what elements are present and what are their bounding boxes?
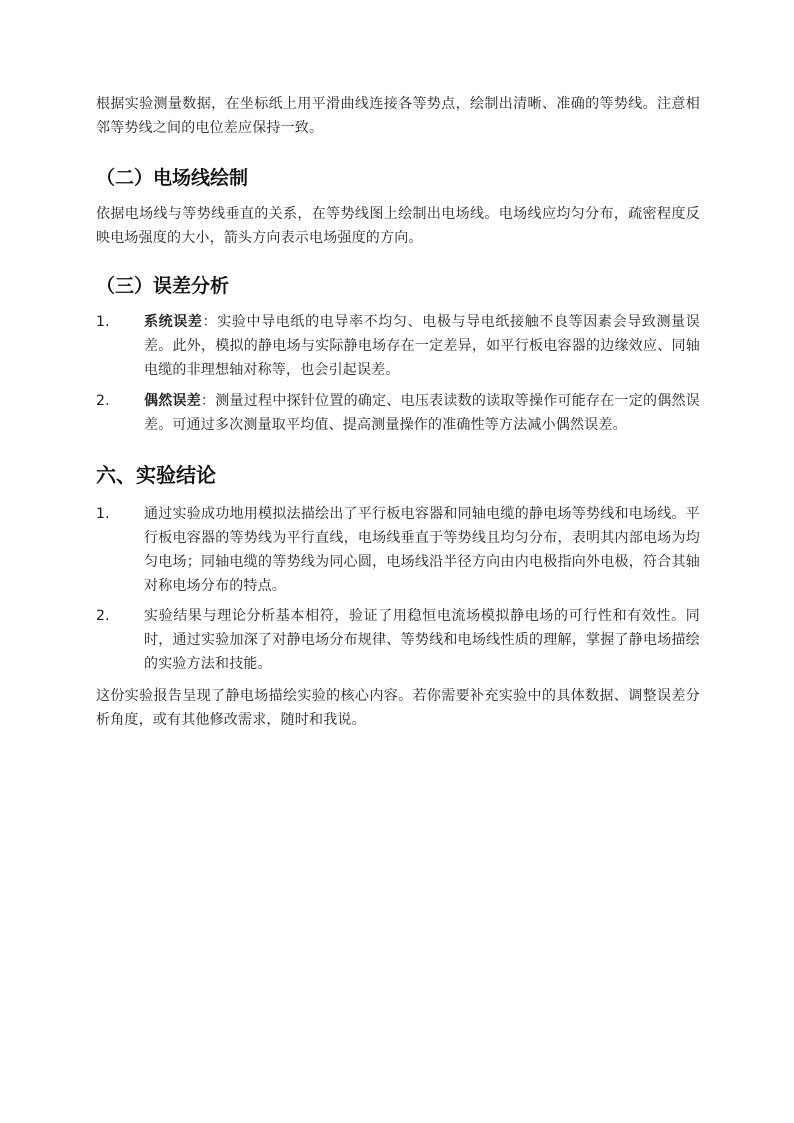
list-number: 2. [96,608,110,624]
list-number: 1. [96,314,110,330]
error-list-item [96,389,700,437]
list-item-text: ：测量过程中探针位置的确定、电压表读数的读取等操作可能存在一定的偶然误差。可通过多次测量取平均值、提高测量操作的准确性等方法减小偶然误差。 [144,393,700,433]
list-item-text: ：实验中导电纸的电导率不均匀、电极与导电纸接触不良等因素会导致测量误差。此外，模拟的静电场与实际静电场存在一定差异，如平行板电容器的边缘效应、同轴电缆的非理想轴对称等，也会引起误差。 [144,314,700,378]
conclusion-list-item [96,604,700,676]
list-item-text: 实验结果与理论分析基本相符，验证了用稳恒电流场模拟静电场的可行性和有效性。同时，通过实验加深了对静电场分布规律、等势线和电场线性质的理解，掌握了静电场描绘的实验方法和技能。 [144,608,700,672]
conclusion-heading: 六、实验结论 [96,463,216,487]
list-number: 2. [96,393,110,409]
intro-paragraph: 根据实验测量数据，在坐标纸上用平滑曲线连接各等势点，绘制出清晰、准确的等势线。注意相邻等势线之间的电位差应保持一致。 [96,96,700,136]
list-item-term: 系统误差 [144,314,203,330]
error-analysis-heading: （三）误差分析 [96,275,230,297]
closing-paragraph: 这份实验报告呈现了静电场描绘实验的核心内容。若你需要补充实验中的具体数据、调整误差分析角度，或有其他修改需求，随时和我说。 [96,688,700,728]
list-item-term: 偶然误差 [144,393,202,409]
list-item-body [144,310,700,382]
field-lines-heading: （二）电场线绘制 [96,167,249,189]
list-item-text: 通过实验成功地用模拟法描绘出了平行板电容器和同轴电缆的静电场等势线和电场线。平行板电容器的等势线为平行直线，电场线垂直于等势线且均匀分布，表明其内部电场为均匀电场；同轴电缆的等势线为同心圆，电场线沿半径方向由内电极指向外电极，符合其轴对称电场分布的特点。 [144,506,700,594]
error-list-item [96,310,700,382]
list-item-body [144,389,700,437]
field-lines-paragraph: 依据电场线与等势线垂直的关系，在等势线图上绘制出电场线。电场线应均匀分布，疏密程度反映电场强度的大小，箭头方向表示电场强度的方向。 [96,206,700,246]
conclusion-list-item [96,502,700,598]
list-number: 1. [96,506,110,522]
